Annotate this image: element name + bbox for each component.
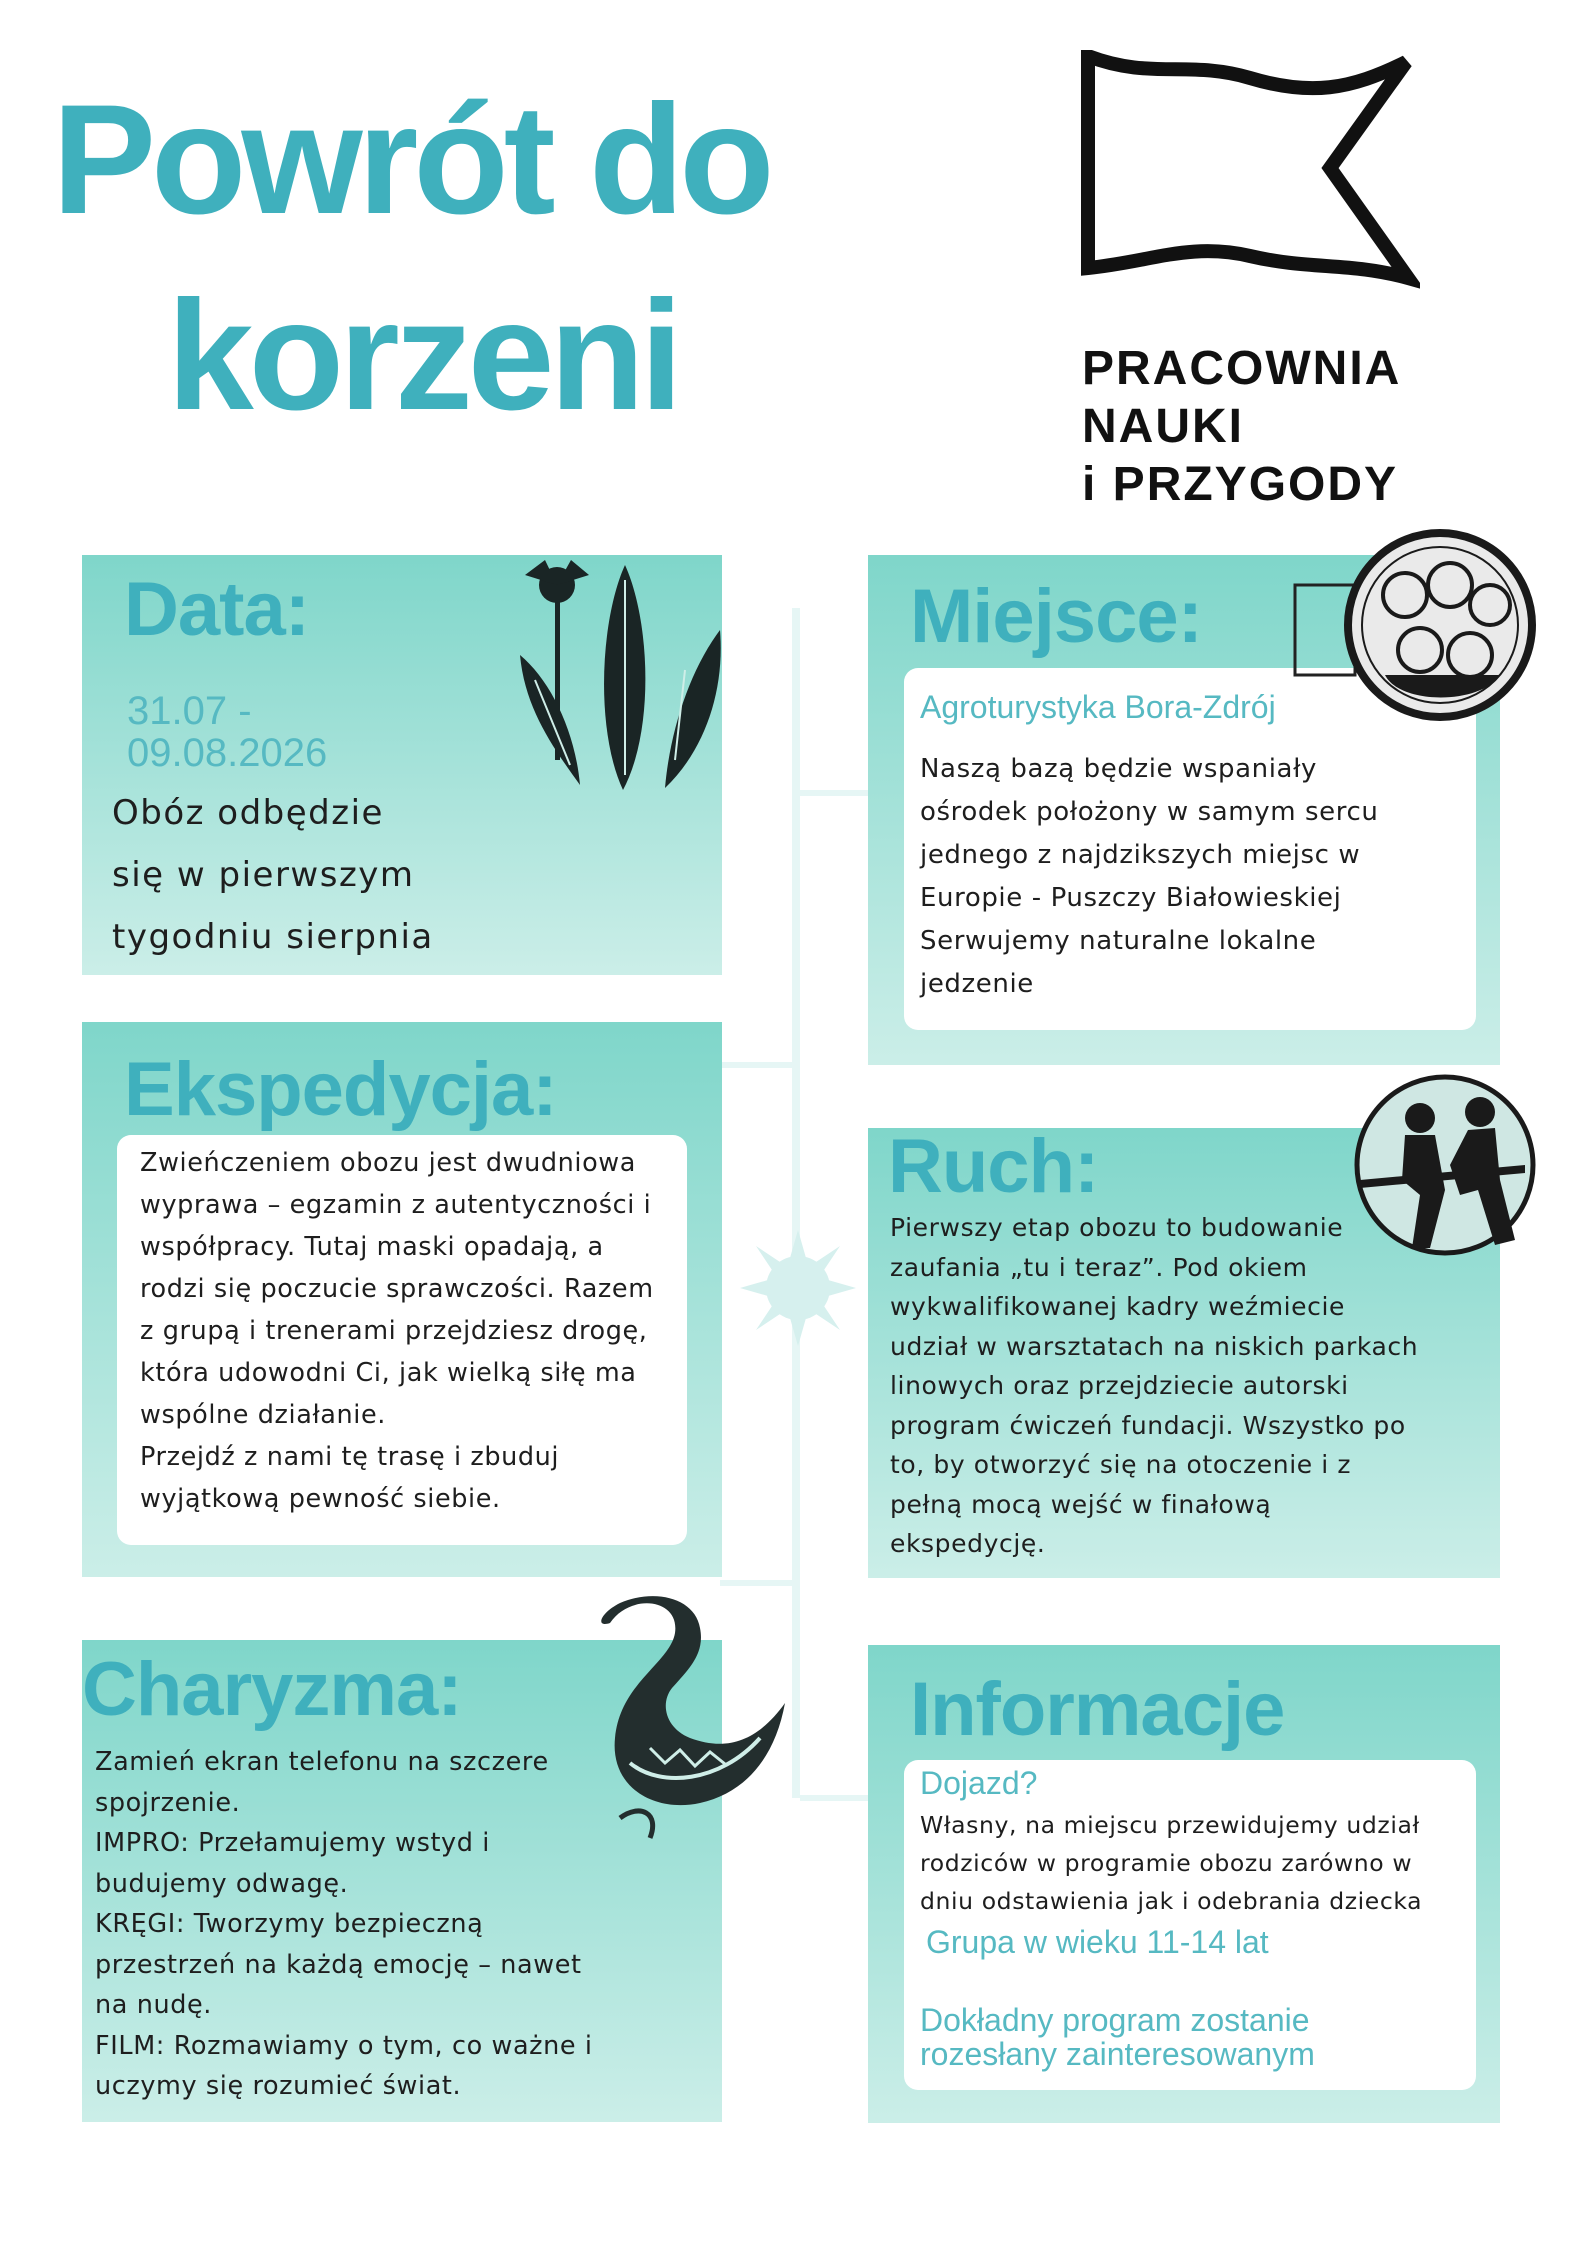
transport-answer: Własny, na miejscu przewidujemy udział rodziców w programie obozu zarówno w dniu odstawienia jak i odebrania dziecka: [920, 1811, 1423, 1915]
two-people-running-icon: [1350, 1070, 1540, 1260]
organization-name: [1082, 340, 1442, 514]
org-line-1: PRACOWNIA: [1082, 342, 1402, 395]
page-title: [52, 62, 952, 454]
org-line-2: NAUKI: [1082, 400, 1244, 453]
charyzma-heading: Charyzma:: [82, 1647, 462, 1732]
title-line-2: korzeni: [167, 269, 679, 443]
miejsce-heading: Miejsce:: [910, 574, 1202, 659]
connector-branch: [720, 1580, 792, 1586]
ekspedycja-description: Zwieńczeniem obozu jest dwudniowa wyprawa – egzamin z autentyczności i współpracy. Tutaj maski opadają, a rodzi się poczucie sprawczości. Razem z grupą i trenerami przejdziesz drogę, która udowodni Ci, jak wielką siłę ma wspólne działanie. Przejdź z nami tę trasę i zbuduj wyjątkową pewność siebie.: [140, 1148, 654, 1514]
swan-icon: [560, 1588, 800, 1853]
title-line-1: Powrót do: [52, 73, 770, 247]
transport-question: Dojazd?: [920, 1765, 1038, 1801]
data-heading: Data:: [124, 567, 310, 652]
org-line-3: i PRZYGODY: [1082, 458, 1399, 511]
miejsce-description: Naszą bazą będzie wspaniały ośrodek położony w samym sercu jednego z najdzikszych miejsc w Europie - Puszczy Białowieskiej Serwujemy naturalne lokalne jedzenie: [920, 754, 1379, 999]
plant-leaves-icon: [515, 560, 735, 795]
connector-branch: [800, 1795, 870, 1801]
data-description: Obóz odbędzie się w pierwszym tygodniu sierpnia: [112, 793, 434, 957]
age-group: Grupa w wieku 11-14 lat: [926, 1924, 1269, 1960]
ekspedycja-heading: Ekspedycja:: [124, 1047, 557, 1132]
decorative-star-icon: [738, 1228, 858, 1348]
flag-logo-icon: [1080, 50, 1420, 290]
charyzma-description: Zamień ekran telefonu na szczere spojrzenie. IMPRO: Przełamujemy wstyd i budujemy odwagę. KRĘGI: Tworzymy bezpieczną przestrzeń na każdą emocję – nawet na nudę. FILM: Rozmawiamy o tym, co ważne i uczymy się rozumieć świat.: [95, 1747, 593, 2101]
miejsce-place: Agroturystyka Bora-Zdrój: [920, 689, 1276, 725]
ruch-heading: Ruch:: [888, 1124, 1099, 1209]
group-faces-icon: [1290, 525, 1540, 725]
connector-branch: [800, 790, 870, 796]
connector-branch: [720, 1062, 792, 1068]
program-note: Dokładny program zostanie rozesłany zainteresowanym: [920, 2002, 1315, 2072]
ruch-description: Pierwszy etap obozu to budowanie zaufania „tu i teraz”. Pod okiem wykwalifikowanej kadry weźmiecie udział w warsztatach na niskich parkach linowych oraz przejdziecie autorski program ćwiczeń fundacji. Wszystko po to, by otworzyć się na otoczenie i z pełną mocą wejść w finałową ekspedycję.: [890, 1213, 1419, 1558]
informacje-heading: Informacje: [910, 1667, 1285, 1752]
data-dates: 31.07 - 09.08.2026: [127, 689, 328, 775]
